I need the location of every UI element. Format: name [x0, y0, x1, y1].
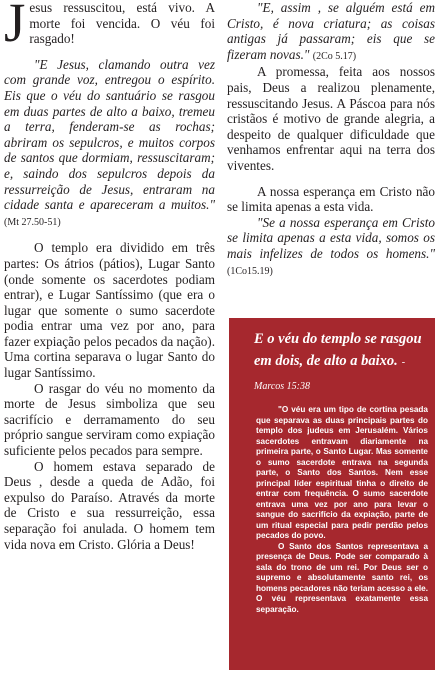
left-column — [4, 0, 215, 552]
separation-paragraph: O homem estava separado de Deus , desde a queda de Adão, foi expulso do Paraíso. Através da morte de Cristo e sua ressurreição, essa separação foi anulada. O homem tem vida nova em Cristo. Glória a Deus! — [4, 458, 215, 552]
drop-cap: J — [4, 0, 26, 53]
callout-title — [254, 328, 430, 398]
hope-quote-text: "Se a nossa esperança em Cristo se limita apenas a esta vida, somos os mais infelizes de todos os homens." — [227, 214, 435, 261]
callout-cite: - Marcos 15:38 — [254, 357, 406, 392]
matthew-quote-text: "E Jesus, clamando outra vez com grande voz, entregou o espírito. Eis que o véu do santuário se rasgou em duas partes de alto a baixo, tremeu a terra, fenderam-se as rochas; abriram os sepulcros, e muitos corpos de santos que dormiam, ressuscitaram; e, saindo dos sepulcros depois da ressurreição de Jesus, entraram na cidade santa e apareceram a muitos." — [4, 56, 215, 213]
temple-paragraph: O templo era dividido em três partes: Os átrios (pátios), Lugar Santo (onde somente os sacerdotes podiam entrar), e Lugar Santíssimo (que era o lugar que somente o sumo sacerdote podia entrar uma vez por ano, para fazer expiação pelos pecados da nação). Uma cortina separava o lugar Santo do lugar Santíssimo. — [4, 240, 215, 381]
hope-quote-ref: (1Co15.19) — [227, 265, 273, 277]
callout-body-paragraph-2: O Santo dos Santos representava a presença de Deus. Pode ser comparado à sala do trono de um rei. Por Deus ser o supremo e absolutamente santo rei, os homens pecadores não teriam acesso a ele. O véu representava exatamente essa separação. — [256, 541, 428, 614]
veil-paragraph: O rasgar do véu no momento da morte de Jesus simboliza que seu sacrifício e derramamento do seu próprio sangue serviram como expiação suficiente pelos pecados para sempre. — [4, 380, 215, 459]
spacer — [227, 174, 435, 184]
spacer — [4, 230, 215, 240]
hope-paragraph: A nossa esperança em Cristo não se limita apenas a esta vida. — [227, 183, 435, 215]
opening-paragraph — [4, 0, 215, 53]
callout-body-paragraph-1: "O véu era um tipo de cortina pesada que separava as duas principais partes do templo dos judeus em Jerusalém. Vários sacerdotes entravam diariamente na primeira parte, o Santo Lugar. Mas somente o sumo sacerdote entrava na segunda parte, o Santo dos Santos. Nem esse principal líder espiritual tinha o direito de entrar com frequência. O sumo sacerdote entrava uma vez por ano para levar o sangue do sacrifício da expiação, parte de um ritual especial para pedir perdão pelos pecados do povo. — [256, 405, 428, 540]
callout-body — [256, 405, 428, 615]
matthew-quote — [4, 57, 215, 231]
promise-paragraph: A promessa, feita aos nossos pais, Deus a realizou plenamente, ressuscitando Jesus. A Páscoa para nós cristãos é motivo de grande alegria, a despeito de qualquer dificuldade que venhamos enfrentar aqui na terra dos viventes. — [227, 64, 435, 173]
callout-title-text: E o véu do templo se rasgou em dois, de alto a baixo. — [254, 331, 422, 369]
corinthians-quote — [227, 0, 435, 64]
spacer — [4, 47, 215, 57]
matthew-quote-ref: (Mt 27.50-51) — [4, 216, 61, 228]
corinthians-quote-text: "E, assim , se alguém está em Cristo, é nova criatura; as coisas antigas já passaram; eis que se fizeram novas." — [227, 0, 435, 62]
veil-callout-box — [229, 318, 435, 670]
opening-text: esus ressuscitou, está vivo. A morte foi vencida. O véu foi rasgado! — [29, 0, 215, 47]
hope-quote — [227, 215, 435, 279]
corinthians-quote-ref: (2Co 5.17) — [312, 50, 357, 62]
right-column — [227, 0, 435, 279]
